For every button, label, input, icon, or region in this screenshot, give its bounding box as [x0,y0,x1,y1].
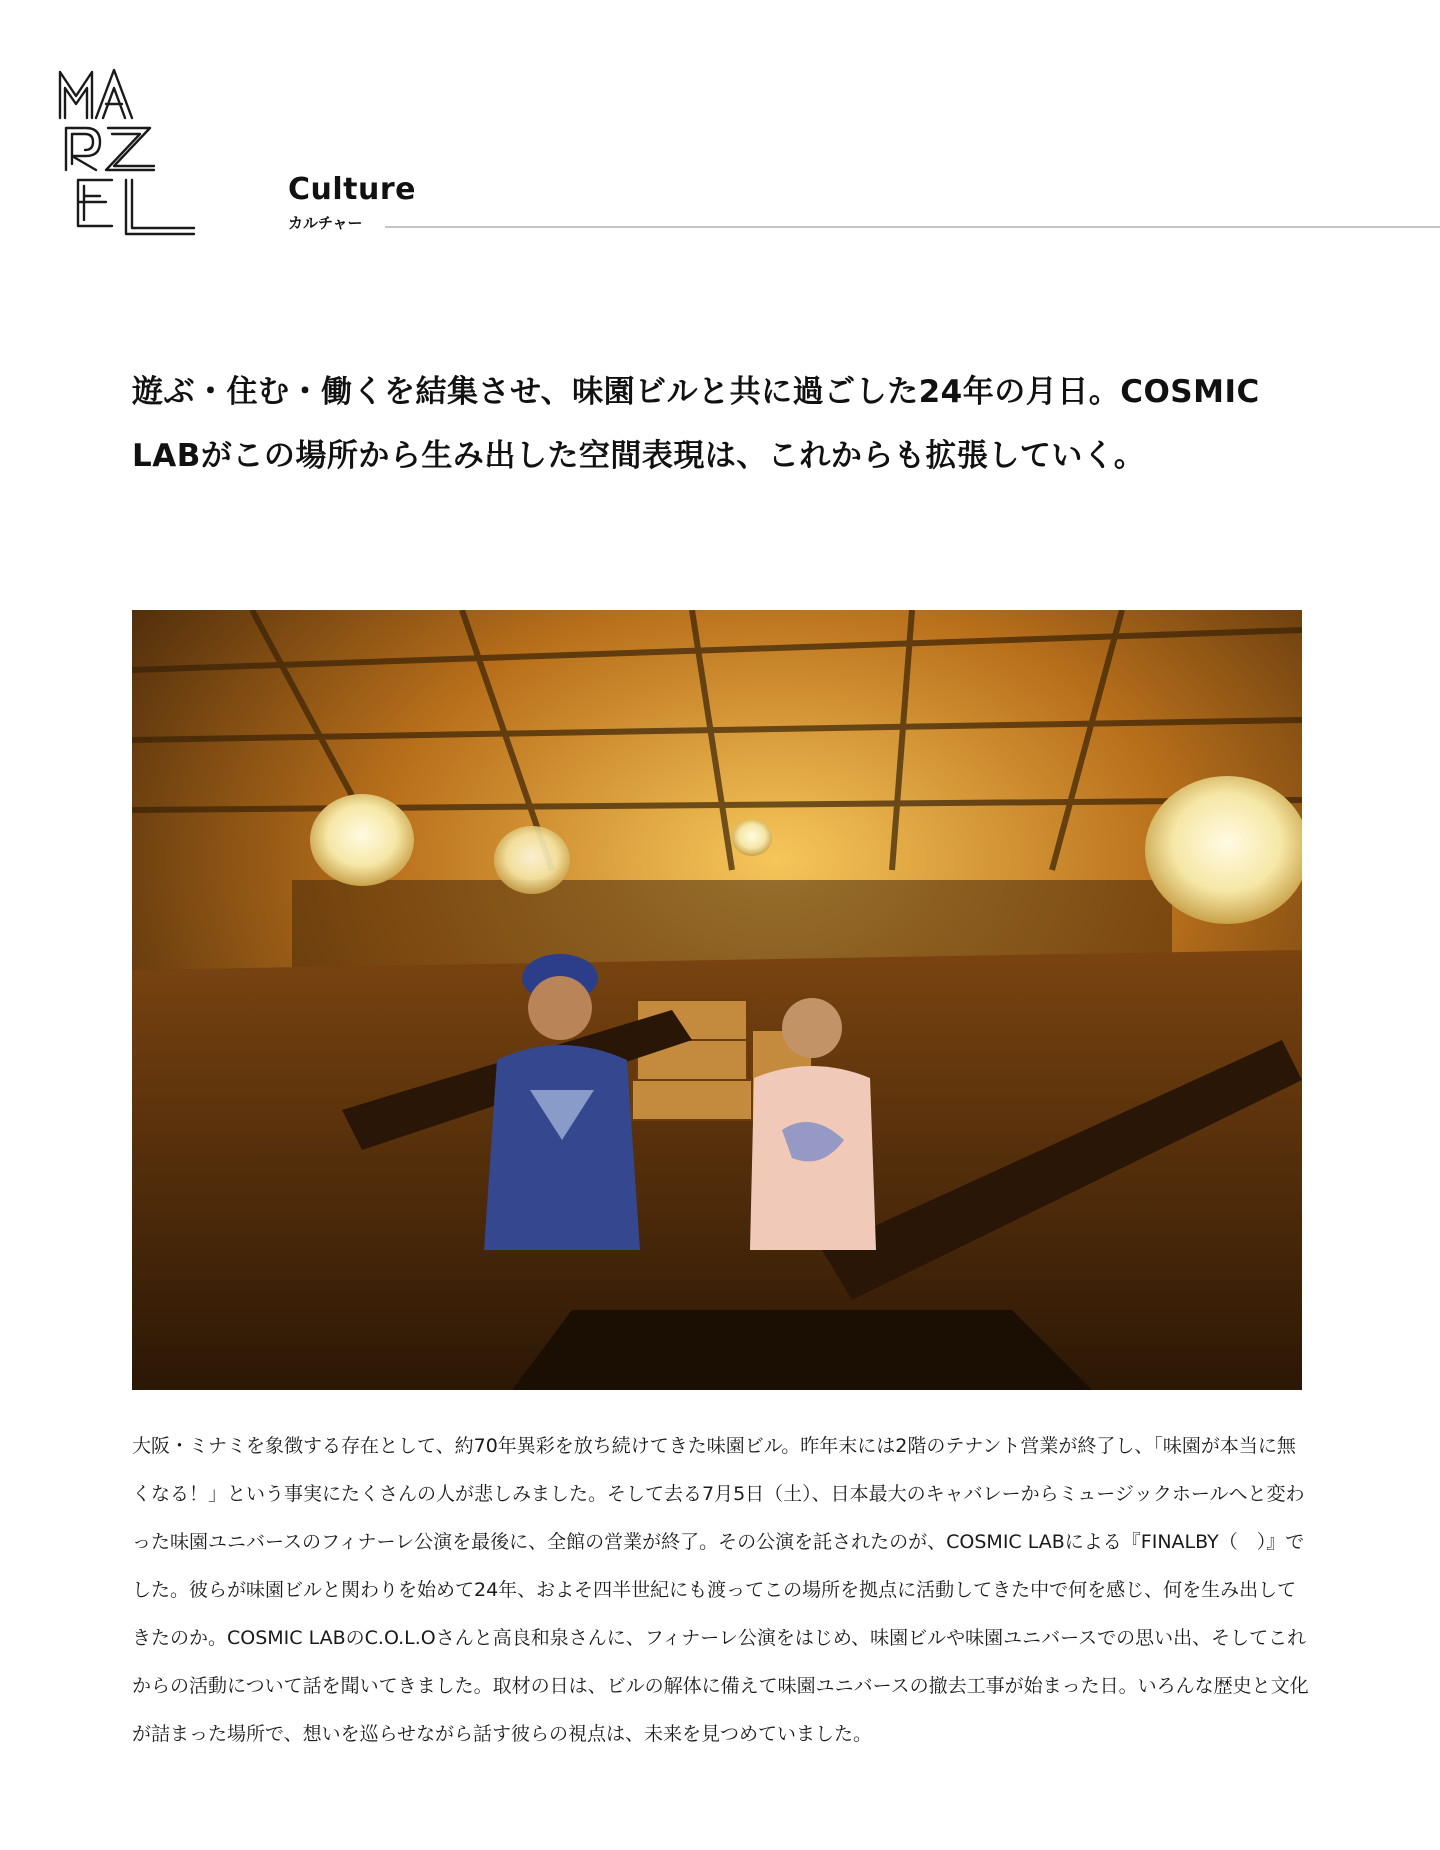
marzel-logo[interactable] [56,66,198,242]
section-header [288,172,1440,234]
section-subtitle: カルチャー [288,214,363,232]
hero-photo [132,610,1302,1390]
section-title[interactable]: Culture [288,172,416,207]
article-headline: 遊ぶ・住む・働くを結集させ、味園ビルと共に過ごした24年の月日。COSMIC LABがこの場所から生み出した空間表現は、これからも拡張していく。 [132,374,1260,474]
section-divider [385,226,1440,228]
article-lead: 大阪・ミナミを象徴する存在として、約70年異彩を放ち続けてきた味園ビル。昨年末には2階のテナント営業が終了し、「味園が本当に無くなる！」という事実にたくさんの人が悲しみました。そして去る7月5日（土）、日本最大のキャバレーからミュージックホールへと変わった味園ユニバースのフィナーレ公演を最後に、全館の営業が終了。その公演を託されたのが、COSMIC LABによる『FINALBY（ ）』でした。彼らが味園ビルと関わりを始めて24年、およそ四半世紀にも渡ってこの場所を拠点に活動してきた中で何を感じ、何を生み出してきたのか。COSMIC LABのC.O.L.Oさんと高良和泉さんに、フィナーレ公演をはじめ、味園ビルや味園ユニバースでの思い出、そしてこれからの活動について話を聞いてきました。取材の日は、ビルの解体に備えて味園ユニバースの撤去工事が始まった日。いろんな歴史と文化が詰まった場所で、想いを巡らせながら話す彼らの視点は、未来を見つめていました。 [132,1435,1309,1745]
